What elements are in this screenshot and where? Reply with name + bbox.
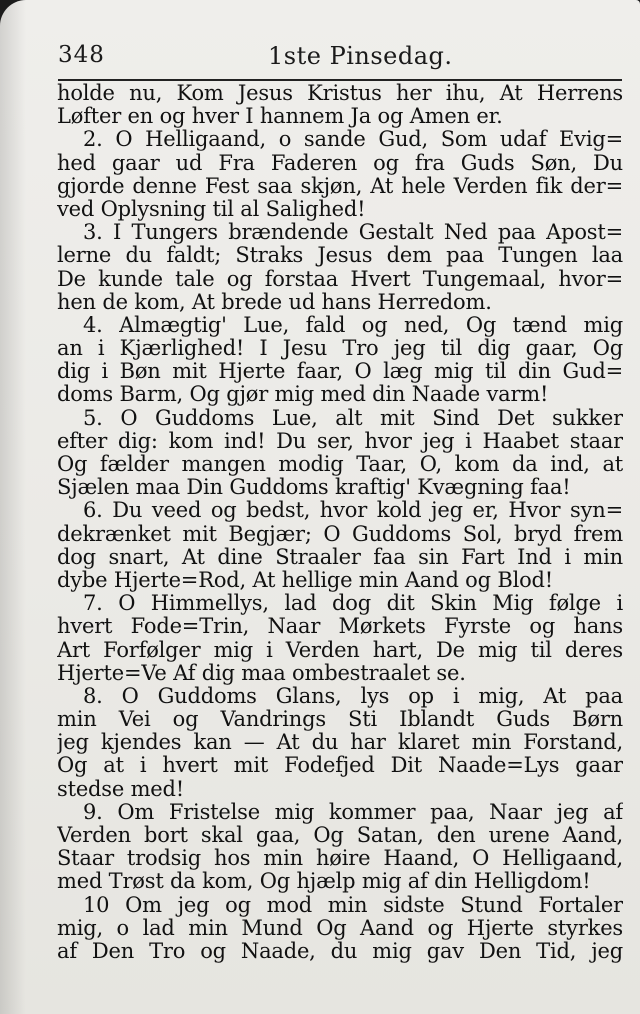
- text-line: 4. Almægtig' Lue, fald og ned, Og tænd mig: [83, 313, 623, 337]
- text-line: an i Kjærlighed! I Jesu Tro jeg til dig gaar, Og: [57, 337, 623, 361]
- text-line: Hjerte=Ve Af dig maa ombestraalet se.: [57, 661, 466, 685]
- text-line: af Den Tro og Naade, du mig gav Den Tid, jeg: [57, 939, 623, 963]
- text-line: Art Forfølger mig i Verden hart, De mig til deres: [57, 638, 623, 662]
- text-line: min Vei og Vandrings Sti Iblandt Guds Børn: [57, 708, 623, 732]
- text-line: stedse med!: [57, 777, 184, 801]
- text-line: 5. O Guddoms Lue, alt mit Sind Det sukker: [83, 406, 623, 430]
- text-line: dybe Hjerte=Rod, At hellige min Aand og Blod!: [57, 568, 554, 592]
- text-line: Løfter en og hver I hannem Ja og Amen er.: [57, 105, 503, 129]
- text-line: Sjælen maa Din Guddoms kraftig' Kvægning faa!: [57, 476, 571, 500]
- text-line: Verden bort skal gaa, Og Satan, den urene Aand,: [57, 824, 623, 847]
- text-line: efter dig: kom ind! Du ser, hvor jeg i Haabet staar: [57, 429, 623, 453]
- text-line: Og at i hvert mit Fodefjed Dit Naade=Lys gaar: [57, 754, 623, 778]
- text-line: 7. O Himmellys, lad dog dit Skin Mig følge i: [83, 592, 623, 616]
- header-rule: [58, 79, 622, 81]
- text-line: lerne du faldt; Straks Jesus dem paa Tungen laa: [57, 244, 623, 268]
- text-line: jeg kjendes kan — At du har klaret min Forstand,: [57, 731, 623, 755]
- text-line: hvert Fode=Trin, Naar Mørkets Fyrste og hans: [57, 615, 623, 639]
- text-line: gjorde denne Fest saa skjøn, At hele Verden fik der=: [57, 174, 623, 198]
- text-line: 8. O Guddoms Glans, lys op i mig, At paa: [83, 684, 623, 708]
- text-line: 2. O Helligaand, o sande Gud, Som udaf Evig=: [83, 128, 623, 152]
- text-line: 6. Du veed og bedst, hvor kold jeg er, Hvor syn=: [83, 499, 623, 523]
- text-line: mig, o lad min Mund Og Aand og Hjerte styrkes: [57, 916, 623, 940]
- text-line: De kunde tale og forstaa Hvert Tungemaal, hvor=: [57, 267, 623, 291]
- hymn-text: [57, 82, 623, 963]
- text-line: 3. I Tungers brændende Gestalt Ned paa Apost=: [83, 221, 623, 245]
- text-line: dog snart, At dine Straaler faa sin Fart Ind i min: [57, 545, 623, 569]
- text-line: dig i Bøn mit Hjerte faar, O læg mig til din Gud=: [57, 360, 623, 384]
- text-line: hed gaar ud Fra Faderen og fra Guds Søn, Du: [57, 151, 623, 175]
- text-line: hen de kom, At brede ud hans Herredom.: [57, 290, 492, 314]
- page-header: [58, 36, 624, 80]
- text-line: Og fælder mangen modig Taar, O, kom da ind, at: [57, 453, 623, 476]
- text-line: doms Barm, Og gjør mig med din Naade varm!: [57, 383, 549, 407]
- text-line: holde nu, Kom Jesus Kristus her ihu, At Herrens: [57, 82, 623, 105]
- text-line: ved Oplysning til al Salighed!: [57, 197, 366, 221]
- text-line: dekrænket mit Begjær; O Guddoms Sol, bryd frem: [57, 522, 623, 546]
- text-line: 10 Om jeg og mod min sidste Stund Fortaler: [83, 893, 623, 917]
- text-line: Staar trodsig hos min høire Haand, O Helligaand,: [57, 847, 623, 871]
- text-line: med Trøst da kom, Og hjælp mig af din Helligdom!: [57, 870, 591, 894]
- running-title: 1ste Pinsedag.: [268, 42, 453, 70]
- page-number: 348: [58, 42, 105, 68]
- text-line: 9. Om Fristelse mig kommer paa, Naar jeg af: [83, 800, 623, 824]
